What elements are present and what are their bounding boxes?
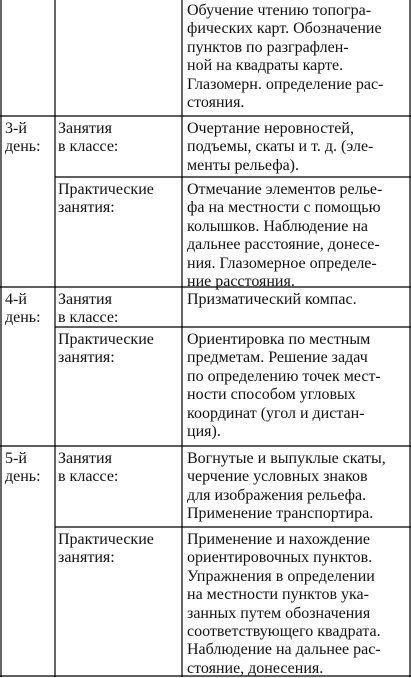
day-4-class-description: Призматический компас.	[187, 291, 357, 308]
day-5-class-description: Вогнутые и выпуклые скаты, черчение условных знаков для изображения рельефа. Применение транспортира.	[187, 450, 386, 523]
day-4-class-type: Занятия в классе:	[58, 291, 119, 327]
day-3-practice-description: Отмечание элементов рельe- фа на местности с помощью колышков. Наблюдение на дальнее расстояние, донесе- ния. Глазомерное определе- ние расстояния.	[187, 181, 383, 291]
day-3-class-type: Занятия в классе:	[58, 120, 119, 156]
day-4-practice-description: Ориентировка по местным предметам. Решение задач по определению точек мест- ности способом угловых координат (угол и дистан- ция).	[187, 331, 381, 441]
day-3-label: 3-й день:	[5, 120, 41, 156]
day-5-practice-description: Применение и нахождение ориентировочных пунктов. Упражнения в определении на местности пунктов ука- занных путем обозначения соответствующего квадрата. Наблюдение на дальнее рас- стояние, донесения.	[187, 531, 381, 677]
day-5-class-type: Занятия в классе:	[58, 450, 119, 486]
day-3-practice-type: Практические занятия:	[58, 181, 154, 217]
day-5-label: 5-й день:	[5, 450, 41, 486]
day-4-label: 4-й день:	[5, 291, 41, 327]
day-5-practice-type: Практические занятия:	[58, 531, 154, 567]
day-4-practice-type: Практические занятия:	[58, 331, 154, 367]
row-0-description: Обучение чтению топогра- фических карт. Обозначение пунктов по разграфлен- ной на квадраты карте. Глазомерн. определение рас- стояния.	[187, 2, 384, 112]
day-3-class-description: Очертание неровностей, подъемы, скаты и т. д. (эле- менты рельефа).	[187, 120, 374, 174]
